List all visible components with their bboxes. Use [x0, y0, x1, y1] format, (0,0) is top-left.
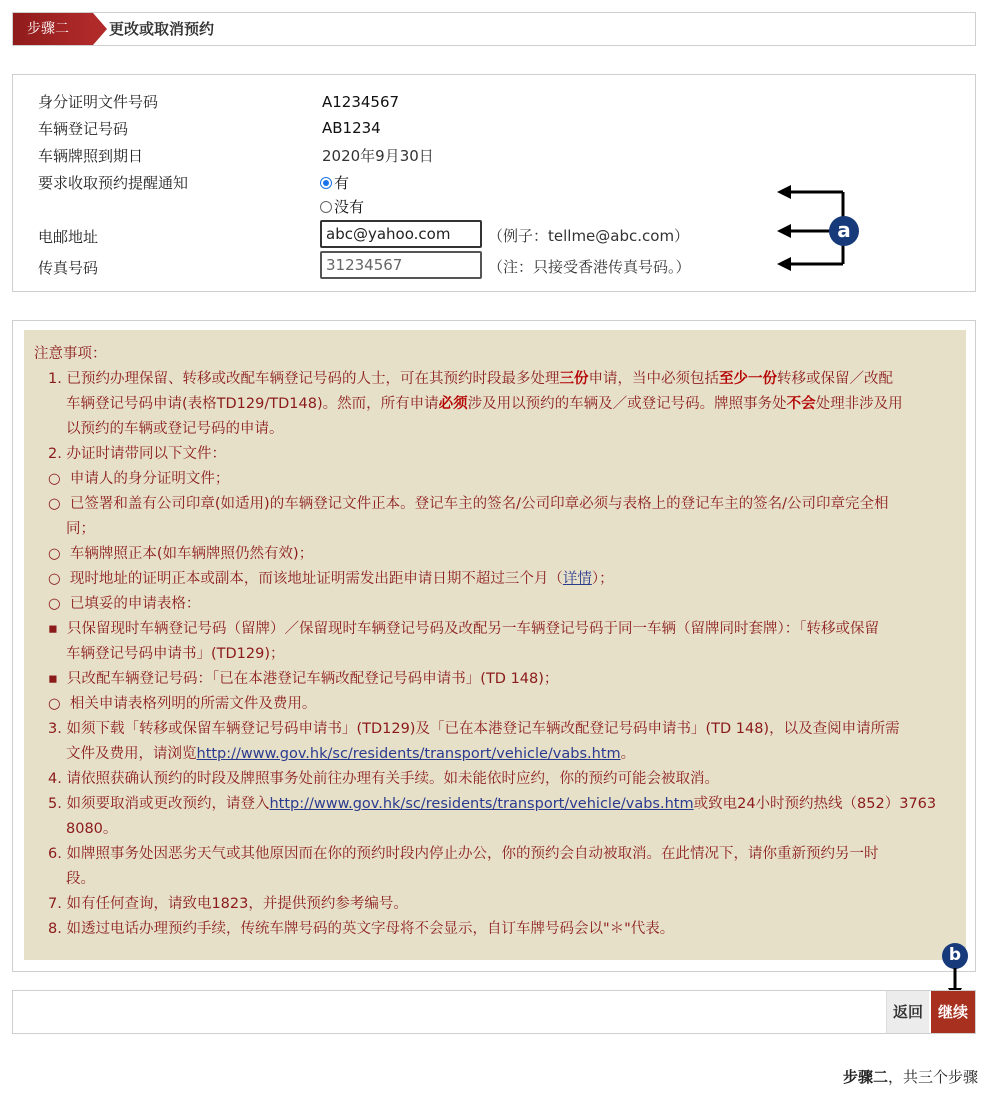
annotation-arrows-a	[775, 180, 875, 272]
note-2: 2. 办证时请带同以下文件：	[48, 446, 226, 462]
reminder-label: 要求收取预约提醒通知	[38, 174, 189, 192]
details-link[interactable]: 详情	[562, 571, 592, 587]
reminder-no-label: 没有	[334, 198, 365, 216]
id-label: 身分证明文件号码	[38, 93, 159, 111]
bullet-circle-icon: ○	[48, 546, 61, 562]
note-5-line-2: 8080。	[66, 821, 118, 837]
reg-value: AB1234	[322, 119, 381, 137]
annotation-a-badge: a	[829, 216, 859, 246]
note-3-line-1: 3. 如须下载「转移或保留车辆登记号码申请书」(TD129)及「已在本港登记车辆改配登记号码申请书」(TD 148)，以及查阅申请所需	[48, 721, 900, 737]
bullet-circle-icon: ○	[48, 471, 61, 487]
reg-label: 车辆登记号码	[38, 120, 129, 138]
reminder-yes-option[interactable]	[320, 172, 349, 193]
expiry-label: 车辆牌照到期日	[38, 147, 144, 165]
expiry-value: 2020年9月30日	[322, 147, 434, 165]
note-7: 7. 如有任何查询，请致电1823，并提供预约参考编号。	[48, 896, 408, 912]
step-indicator: 步骤二，共三个步骤	[842, 1068, 978, 1086]
reminder-yes-label: 有	[334, 174, 350, 192]
note-6-line-2: 段。	[66, 871, 95, 887]
notes-heading: 注意事项：	[34, 346, 107, 362]
continue-button[interactable]: 继续	[931, 991, 975, 1033]
note-1-line-1: 1. 已预约办理保留、转移或改配车辆登记号码的人士，可在其预约时段最多处理三份申请，当中必须包括至少一份转移或保留／改配	[48, 371, 893, 387]
note-6-line-1: 6. 如牌照事务处因恶劣天气或其他原因而在你的预约时段内停止办公，你的预约会自动被取消。在此情况下，请你重新预约另一时	[48, 846, 879, 862]
notes-panel	[24, 330, 966, 960]
bullet-5: ○ 已填妥的申请表格：	[48, 596, 201, 612]
vabs-link-1[interactable]: http://www.gov.hk/sc/residents/transport/vehicle/vabs.htm	[196, 746, 621, 762]
bullet-circle-icon: ○	[48, 696, 61, 712]
sub-bullet-2: ▪ 只改配车辆登记号码：「已在本港登记车辆改配登记号码申请书」(TD 148)；	[48, 671, 559, 687]
radio-no[interactable]	[320, 201, 332, 213]
sub-bullet-1-line-2: 车辆登记号码申请书」(TD129)；	[66, 646, 285, 662]
fax-hint: （注：只接受香港传真号码。）	[488, 258, 691, 276]
step-badge: 步骤二	[13, 13, 93, 45]
note-1-line-3: 以预约的车辆或登记号码的申请。	[66, 421, 284, 437]
bullet-circle-icon: ○	[48, 571, 61, 587]
id-value: A1234567	[322, 93, 400, 111]
note-3-line-2: 文件及费用，请浏览http://www.gov.hk/sc/residents/transport/vehicle/vabs.htm。	[66, 746, 636, 762]
email-label: 电邮地址	[38, 228, 99, 246]
step-header	[12, 12, 976, 46]
back-button[interactable]: 返回	[886, 991, 929, 1033]
email-hint: （例子：tellme@abc.com）	[488, 227, 690, 245]
radio-yes[interactable]	[320, 177, 332, 189]
bullet-circle-icon: ○	[48, 596, 61, 612]
action-bar	[12, 990, 976, 1034]
bullet-2-line-1: ○ 已签署和盖有公司印章(如适用)的车辆登记文件正本。登记车主的签名/公司印章必须与表格上的登记车主的签名/公司印章完全相	[48, 496, 889, 512]
reminder-no-option[interactable]	[320, 196, 364, 217]
bullet-circle-icon: ○	[48, 496, 61, 512]
bullet-square-icon: ▪	[48, 671, 58, 687]
bullet-6: ○ 相关申请表格列明的所需文件及费用。	[48, 696, 317, 712]
bullet-1: ○ 申请人的身分证明文件；	[48, 471, 230, 487]
fax-label: 传真号码	[38, 259, 99, 277]
bullet-square-icon: ▪	[48, 621, 58, 637]
note-1-line-2: 车辆登记号码申请(表格TD129/TD148)。然而，所有申请必须涉及用以预约的车辆及／或登记号码。牌照事务处不会处理非涉及用	[66, 396, 903, 412]
vabs-link-2[interactable]: http://www.gov.hk/sc/residents/transport/vehicle/vabs.htm	[269, 796, 694, 812]
note-4: 4. 请依照获确认预约的时段及牌照事务处前往办理有关手续。如未能依时应约，你的预约可能会被取消。	[48, 771, 719, 787]
email-input[interactable]: abc@yahoo.com	[320, 220, 482, 248]
annotation-b-badge: b	[942, 943, 968, 969]
bullet-4: ○ 现时地址的证明正本或副本，而该地址证明需发出距申请日期不超过三个月（详情）；	[48, 571, 614, 587]
sub-bullet-1-line-1: ▪ 只保留现时车辆登记号码（留牌）／保留现时车辆登记号码及改配另一车辆登记号码于同一车辆（留牌同时套牌）：「转移或保留	[48, 621, 880, 637]
bullet-2-line-2: 同；	[66, 521, 95, 537]
fax-input[interactable]: 31234567	[320, 251, 482, 279]
note-5-line-1: 5. 如须要取消或更改预约，请登入http://www.gov.hk/sc/residents/transport/vehicle/vabs.htm或致电24小时预约热线（852）3763	[48, 796, 937, 812]
page-title: 更改或取消预约	[109, 20, 215, 38]
bullet-3: ○ 车辆牌照正本(如车辆牌照仍然有效)；	[48, 546, 314, 562]
note-8: 8. 如透过电话办理预约手续，传统车牌号码的英文字母将不会显示，自订车牌号码会以"＊"代表。	[48, 921, 675, 937]
